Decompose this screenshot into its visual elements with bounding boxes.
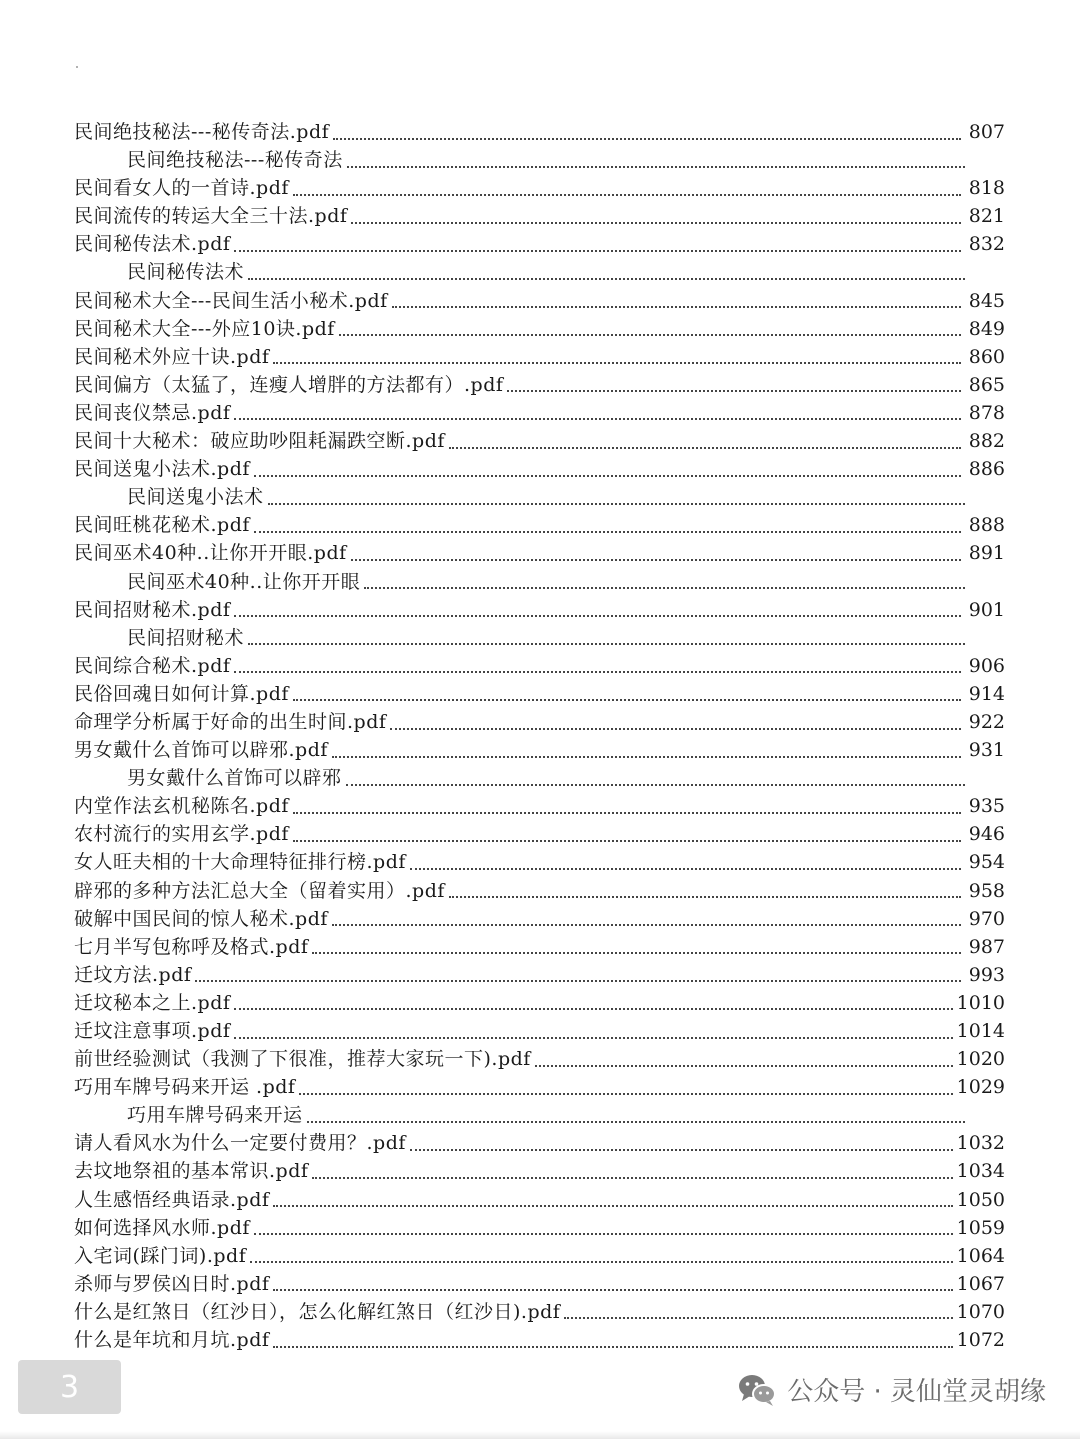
toc-entry-page: 1034 xyxy=(956,1160,1005,1183)
toc-entry[interactable] xyxy=(74,230,1005,258)
toc-subentry[interactable] xyxy=(74,624,1005,652)
toc-entry[interactable] xyxy=(74,989,1005,1017)
toc-entry-title: 杀师与罗侯凶日时.pdf xyxy=(74,1272,270,1295)
toc-entry-title: 女人旺夫相的十大命理特征排行榜.pdf xyxy=(74,851,406,874)
toc-entry[interactable] xyxy=(74,371,1005,399)
toc-entry[interactable] xyxy=(74,511,1005,539)
toc-subentry[interactable] xyxy=(74,764,1005,792)
toc-entry-title: 民间流传的转运大全三十法.pdf xyxy=(74,205,348,228)
toc-entry[interactable] xyxy=(74,174,1005,202)
dot-leader xyxy=(351,221,961,224)
toc-entry-page: 1020 xyxy=(956,1048,1005,1071)
dot-leader xyxy=(392,305,961,308)
toc-entry[interactable] xyxy=(74,736,1005,764)
toc-entry-title: 男女戴什么首饰可以辟邪 xyxy=(127,767,342,790)
toc-entry-title: 民间招财秘术 xyxy=(127,626,245,649)
toc-entry-page: 946 xyxy=(968,823,1005,846)
toc-entry[interactable] xyxy=(74,315,1005,343)
toc-entry-title: 民间招财秘术.pdf xyxy=(74,598,231,621)
dot-leader xyxy=(234,417,961,420)
toc-entry[interactable] xyxy=(74,1214,1005,1242)
toc-entry-title: 农村流行的实用玄学.pdf xyxy=(74,823,289,846)
dot-leader xyxy=(346,783,965,786)
toc-entry-title: 民间看女人的一首诗.pdf xyxy=(74,177,289,200)
toc-entry[interactable] xyxy=(74,399,1005,427)
toc-entry-title: 人生感悟经典语录.pdf xyxy=(74,1188,270,1211)
dot-leader xyxy=(410,867,961,870)
dot-leader xyxy=(390,727,961,730)
toc-entry-title: 如何选择风水师.pdf xyxy=(74,1216,250,1239)
dot-leader xyxy=(312,951,961,954)
dot-leader xyxy=(195,979,961,982)
toc-entry[interactable] xyxy=(74,1270,1005,1298)
toc-entry-title: 七月半写包称呼及格式.pdf xyxy=(74,935,309,958)
toc-subentry[interactable] xyxy=(74,146,1005,174)
dot-leader xyxy=(449,446,961,449)
toc-entry-title: 巧用车牌号码来开运 xyxy=(127,1104,303,1127)
toc-entry-page: 1029 xyxy=(956,1076,1005,1099)
toc-entry[interactable] xyxy=(74,1073,1005,1101)
toc-entry-title: 什么是红煞日（红沙日），怎么化解红煞日（红沙日).pdf xyxy=(74,1300,561,1323)
dot-leader xyxy=(332,923,961,926)
toc-entry-title: 巧用车牌号码来开运 .pdf xyxy=(74,1076,296,1099)
dot-leader xyxy=(351,558,961,561)
toc-entry-title: 民间送鬼小法术 xyxy=(127,486,264,509)
dot-leader xyxy=(564,1316,952,1319)
toc-entry[interactable] xyxy=(74,427,1005,455)
dot-leader xyxy=(332,755,961,758)
page-bottom-edge xyxy=(0,1431,1080,1439)
toc-entry-title: 内堂作法玄机秘陈名.pdf xyxy=(74,795,289,818)
toc-entry[interactable] xyxy=(74,1045,1005,1073)
toc-entry-title: 破解中国民间的惊人秘术.pdf xyxy=(74,907,328,930)
wechat-icon xyxy=(737,1373,777,1407)
dot-leader xyxy=(254,530,961,533)
toc-entry[interactable] xyxy=(74,1129,1005,1157)
toc-entry-page: 807 xyxy=(968,121,1005,143)
page-number-badge xyxy=(18,1360,121,1414)
toc-entry-title: 迁坟方法.pdf xyxy=(74,963,192,986)
dot-leader xyxy=(234,670,961,673)
toc-entry[interactable] xyxy=(74,1157,1005,1185)
toc-entry-title: 什么是年坑和月坑.pdf xyxy=(74,1329,270,1352)
toc-entry-title: 民间送鬼小法术.pdf xyxy=(74,458,250,481)
toc-entry-title: 迁坟秘本之上.pdf xyxy=(74,991,231,1014)
dot-leader xyxy=(273,1288,952,1291)
toc-entry[interactable] xyxy=(74,820,1005,848)
toc-subentry[interactable] xyxy=(74,1101,1005,1129)
toc-entry-title: 入宅词(踩门词).pdf xyxy=(74,1244,247,1267)
toc-entry-page: 935 xyxy=(968,795,1005,818)
dot-leader xyxy=(339,333,961,336)
toc-entry-title: 请人看风水为什么一定要付费用？.pdf xyxy=(74,1132,406,1155)
toc-entry-page: 1032 xyxy=(956,1132,1005,1155)
toc-entry[interactable] xyxy=(74,1242,1005,1270)
toc-entry-page: 888 xyxy=(968,514,1005,537)
toc-subentry[interactable] xyxy=(74,258,1005,286)
toc-entry-page: 958 xyxy=(968,879,1005,902)
dot-leader xyxy=(254,474,961,477)
toc-entry-page: 1010 xyxy=(956,991,1005,1014)
toc-entry[interactable] xyxy=(74,1186,1005,1214)
toc-entry-title: 男女戴什么首饰可以辟邪.pdf xyxy=(74,739,328,762)
toc-entry[interactable] xyxy=(74,708,1005,736)
toc-entry-page: 860 xyxy=(968,345,1005,368)
dot-leader xyxy=(347,165,965,168)
toc-entry[interactable] xyxy=(74,596,1005,624)
toc-entry-page: 931 xyxy=(968,739,1005,762)
toc-entry[interactable] xyxy=(74,652,1005,680)
dot-leader xyxy=(312,1176,952,1179)
toc-entry-page: 1014 xyxy=(956,1020,1005,1042)
dot-leader xyxy=(410,1148,953,1151)
dot-leader xyxy=(234,614,961,617)
dot-leader xyxy=(254,1232,953,1235)
dot-leader xyxy=(273,1204,952,1207)
toc-entry-title: 民间绝技秘法---秘传奇法.pdf xyxy=(74,121,330,143)
dot-leader xyxy=(234,1036,952,1039)
toc-entry-page: 1072 xyxy=(956,1329,1005,1352)
toc-entry[interactable] xyxy=(74,792,1005,820)
dot-leader xyxy=(293,839,961,842)
dot-leader xyxy=(307,1120,965,1123)
dot-leader xyxy=(364,586,965,589)
toc-entry[interactable] xyxy=(74,118,1005,146)
toc-entry-title: 民间旺桃花秘术.pdf xyxy=(74,514,250,537)
toc-entry-page: 1059 xyxy=(956,1216,1005,1239)
toc-entry[interactable] xyxy=(74,905,1005,933)
dot-leader xyxy=(248,642,965,645)
toc-entry[interactable] xyxy=(74,1017,1005,1045)
toc-entry-page: 993 xyxy=(968,963,1005,986)
scan-speck xyxy=(76,66,78,68)
toc-entry-title: 民间综合秘术.pdf xyxy=(74,654,231,677)
toc-entry[interactable] xyxy=(74,848,1005,876)
toc-entry-title: 迁坟注意事项.pdf xyxy=(74,1020,231,1042)
dot-leader xyxy=(293,698,961,701)
dot-leader xyxy=(449,895,961,898)
toc-entry-page: 821 xyxy=(968,205,1005,228)
dot-leader xyxy=(273,361,961,364)
toc-entry-page: 849 xyxy=(968,317,1005,340)
toc-entry[interactable] xyxy=(74,1326,1005,1354)
toc-subentry[interactable] xyxy=(74,483,1005,511)
toc-entry[interactable] xyxy=(74,343,1005,371)
watermark-text: 公众号 · 灵仙堂灵胡缘 xyxy=(787,1377,1046,1407)
toc-entry-title: 民间十大秘术：破应助吵阻耗漏跌空断.pdf xyxy=(74,430,445,453)
toc-entry[interactable] xyxy=(74,539,1005,567)
table-of-contents xyxy=(74,118,1005,1354)
toc-entry-title: 民间秘术大全---民间生活小秘术.pdf xyxy=(74,289,388,312)
toc-entry-title: 民间秘传法术.pdf xyxy=(74,233,231,256)
toc-entry-page: 914 xyxy=(968,682,1005,705)
toc-entry-title: 民间巫术40种..让你开开眼 xyxy=(127,570,361,593)
toc-entry[interactable] xyxy=(74,680,1005,708)
toc-entry-page: 922 xyxy=(968,710,1005,733)
toc-entry-page: 832 xyxy=(968,233,1005,256)
dot-leader xyxy=(293,811,961,814)
toc-entry-page: 845 xyxy=(968,289,1005,312)
dot-leader xyxy=(268,502,965,505)
toc-entry-title: 命理学分析属于好命的出生时间.pdf xyxy=(74,710,387,733)
toc-entry-page: 818 xyxy=(968,177,1005,200)
toc-entry[interactable] xyxy=(74,877,1005,905)
dot-leader xyxy=(248,277,965,280)
toc-entry-title: 前世经验测试（我测了下很准，推荐大家玩一下).pdf xyxy=(74,1048,531,1071)
dot-leader xyxy=(234,1007,952,1010)
toc-entry-title: 民间绝技秘法---秘传奇法 xyxy=(127,149,343,172)
watermark xyxy=(737,1371,1046,1408)
dot-leader xyxy=(293,193,961,196)
toc-entry-page: 987 xyxy=(968,935,1005,958)
toc-entry-title: 民俗回魂日如何计算.pdf xyxy=(74,682,289,705)
dot-leader xyxy=(234,249,961,252)
toc-entry-title: 辟邪的多种方法汇总大全（留着实用）.pdf xyxy=(74,879,445,902)
toc-entry[interactable] xyxy=(74,202,1005,230)
toc-entry-title: 民间秘传法术 xyxy=(127,261,245,284)
toc-entry-title: 去坟地祭祖的基本常识.pdf xyxy=(74,1160,309,1183)
toc-entry-page: 1067 xyxy=(956,1272,1005,1295)
page-number: 3 xyxy=(59,1369,80,1405)
toc-entry[interactable] xyxy=(74,287,1005,315)
toc-entry[interactable] xyxy=(74,961,1005,989)
dot-leader xyxy=(273,1345,952,1348)
dot-leader xyxy=(507,389,961,392)
toc-entry-page: 901 xyxy=(968,598,1005,621)
dot-leader xyxy=(250,1260,952,1263)
toc-entry-title: 民间秘术外应十诀.pdf xyxy=(74,345,270,368)
toc-entry-page: 878 xyxy=(968,401,1005,424)
toc-entry-page: 1050 xyxy=(956,1188,1005,1211)
toc-subentry[interactable] xyxy=(74,568,1005,596)
dot-leader xyxy=(333,137,961,140)
toc-entry-title: 民间偏方（太猛了，连瘦人增胖的方法都有）.pdf xyxy=(74,373,504,396)
toc-entry-page: 865 xyxy=(968,373,1005,396)
toc-entry-page: 970 xyxy=(968,907,1005,930)
toc-entry[interactable] xyxy=(74,933,1005,961)
toc-entry-page: 954 xyxy=(968,851,1005,874)
toc-entry[interactable] xyxy=(74,455,1005,483)
toc-entry-title: 民间巫术40种..让你开开眼.pdf xyxy=(74,542,347,565)
toc-entry-page: 1064 xyxy=(956,1244,1005,1267)
toc-entry-title: 民间秘术大全---外应10诀.pdf xyxy=(74,317,335,340)
dot-leader xyxy=(535,1064,953,1067)
toc-entry[interactable] xyxy=(74,1298,1005,1326)
toc-entry-page: 886 xyxy=(968,458,1005,481)
dot-leader xyxy=(299,1092,952,1095)
toc-entry-page: 906 xyxy=(968,654,1005,677)
toc-entry-page: 891 xyxy=(968,542,1005,565)
toc-entry-page: 1070 xyxy=(956,1300,1005,1323)
toc-entry-page: 882 xyxy=(968,430,1005,453)
toc-entry-title: 民间丧仪禁忌.pdf xyxy=(74,401,231,424)
